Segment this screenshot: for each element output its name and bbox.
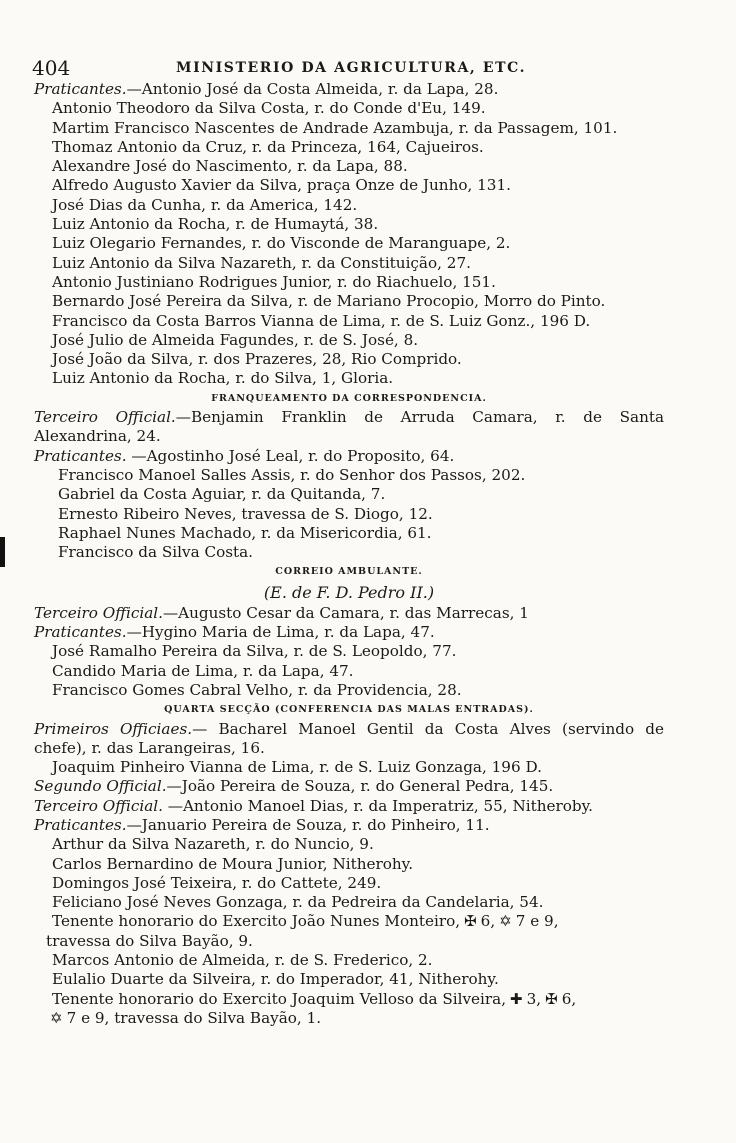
star-insignia-icon: ✡ [50, 1008, 63, 1027]
entry-line: José Julio de Almeida Fagundes, r. de S. José, 8. [52, 330, 419, 349]
entry-line: Arthur da Silva Nazareth, r. do Nuncio, 9. [52, 835, 374, 854]
entry-line: Domingos José Teixeira, r. do Cattete, 249. [52, 873, 382, 892]
entry-line: Terceiro Official. —Antonio Manoel Dias, r. da Imperatriz, 55, Nitheroby. [34, 796, 593, 815]
role-label: Praticantes. [34, 80, 127, 98]
entry-line: Marcos Antonio de Almeida, r. de S. Frederico, 2. [52, 951, 433, 970]
page-content [34, 80, 664, 1028]
entry-line: Francisco da Silva Costa. [58, 543, 253, 562]
entry-line: travessa do Silva Bayão, 9. [46, 931, 253, 950]
entry-line: Eulalio Duarte da Silveira, r. do Imperador, 41, Nitherohy. [52, 970, 499, 989]
entry-line: Terceiro Official.—Augusto Cesar da Camara, r. das Marrecas, 1 [34, 603, 529, 622]
entry-line: Antonio Justiniano Rodrigues Junior, r. do Riachuelo, 151. [52, 272, 496, 291]
entry-line: Feliciano José Neves Gonzaga, r. da Pedreira da Candelaria, 54. [52, 893, 544, 912]
entry-line: Luiz Antonio da Silva Nazareth, r. da Constituição, 27. [52, 253, 471, 272]
role-label: Terceiro Official. [34, 796, 163, 815]
entry-line: Francisco da Costa Barros Vianna de Lima, r. de S. Luiz Gonz., 196 D. [52, 311, 591, 330]
entry-line: Praticantes.—Hygino Maria de Lima, r. da Lapa, 47. [34, 623, 435, 642]
role-label: Praticantes. [34, 623, 127, 642]
running-title: MINISTERIO DA AGRICULTURA, ETC. [176, 60, 527, 76]
entry-line: Tenente honorario do Exercito Joaquim Velloso da Silveira, ✚ 3, ✠ 6, [52, 989, 577, 1008]
section-subheading: (E. de F. D. Pedro II.) [263, 582, 435, 602]
section-heading: QUARTA SECÇÃO (CONFERENCIA DAS MALAS ENTRADAS). [164, 704, 534, 716]
entry-line: Francisco Manoel Salles Assis, r. do Senhor dos Passos, 202. [58, 465, 526, 484]
order-insignia-icon: ✠ [464, 912, 477, 931]
role-label: Praticantes. [34, 446, 127, 465]
role-label: Praticantes. [34, 815, 127, 834]
cross-insignia-icon: ✚ [510, 989, 523, 1008]
entry-line: Francisco Gomes Cabral Velho, r. da Providencia, 28. [52, 680, 462, 699]
binding-mark [0, 537, 5, 567]
entry-line: Gabriel da Costa Aguiar, r. da Quitanda, 7. [58, 485, 386, 504]
entry-line: Bernardo José Pereira da Silva, r. de Mariano Procopio, Morro do Pinto. [52, 292, 606, 311]
entry-line: Terceiro Official.—Benjamin Franklin de Arruda Camara, r. de Santa Alexandrina, 24. [34, 408, 665, 446]
entry-line: ✡ 7 e 9, travessa do Silva Bayão, 1. [50, 1008, 322, 1027]
section-heading: CORREIO AMBULANTE. [275, 566, 423, 578]
entry-line: Luiz Antonio da Rocha, r. de Humaytá, 38. [52, 215, 379, 234]
section-heading: FRANQUEAMENTO DA CORRESPONDENCIA. [211, 392, 487, 404]
entry-line: Praticantes.—Januario Pereira de Souza, r. do Pinheiro, 11. [34, 815, 490, 834]
entry-line: José Ramalho Pereira da Silva, r. de S. Leopoldo, 77. [52, 642, 457, 661]
entry-line: Praticantes. —Agostinho José Leal, r. do Proposito, 64. [34, 446, 455, 465]
entry-line: Joaquim Pinheiro Vianna de Lima, r. de S. Luiz Gonzaga, 196 D. [52, 758, 542, 777]
role-label: Terceiro Official. [34, 408, 176, 427]
role-label: Primeiros Officiaes. [34, 719, 193, 738]
entry-line: Ernesto Ribeiro Neves, travessa de S. Diogo, 12. [58, 504, 433, 523]
entry-line: Carlos Bernardino de Moura Junior, Nitherohy. [52, 854, 414, 873]
entry-line: Alfredo Augusto Xavier da Silva, praça Onze de Junho, 131. [52, 176, 511, 195]
role-label: Terceiro Official. [34, 603, 163, 622]
page-number: 404 [32, 56, 71, 80]
entry-line: Praticantes.—Antonio José da Costa Almeida, r. da Lapa, 28. [34, 80, 499, 98]
entry-line: Martim Francisco Nascentes de Andrade Azambuja, r. da Passagem, 101. [52, 118, 618, 137]
page-header [30, 56, 710, 82]
role-label: Segundo Official. [34, 777, 167, 796]
entry-line: Primeiros Officiaes.— Bacharel Manoel Gentil da Costa Alves (servindo de chefe), r. das Larangeiras, 16. [34, 719, 664, 757]
order-insignia-icon: ✠ [545, 989, 558, 1008]
entry-line: Antonio Theodoro da Silva Costa, r. do Conde d'Eu, 149. [52, 99, 486, 118]
entry-line: Tenente honorario do Exercito João Nunes Monteiro, ✠ 6, ✡ 7 e 9, [52, 912, 559, 931]
entry-line: Thomaz Antonio da Cruz, r. da Princeza, 164, Cajueiros. [52, 137, 484, 156]
entry-line: José Dias da Cunha, r. da America, 142. [52, 195, 358, 214]
entry-line: Raphael Nunes Machado, r. da Misericordia, 61. [58, 523, 432, 542]
entry-line: Luiz Olegario Fernandes, r. do Visconde de Maranguape, 2. [52, 234, 511, 253]
entry-line: Candido Maria de Lima, r. da Lapa, 47. [52, 661, 354, 680]
entry-line: José João da Silva, r. dos Prazeres, 28, Rio Comprido. [52, 350, 462, 369]
entry-line: Segundo Official.—João Pereira de Souza, r. do General Pedra, 145. [34, 777, 554, 796]
entry-line: Luiz Antonio da Rocha, r. do Silva, 1, Gloria. [52, 369, 394, 388]
entry-line: Alexandre José do Nascimento, r. da Lapa, 88. [52, 157, 408, 176]
star-insignia-icon: ✡ [499, 912, 512, 931]
